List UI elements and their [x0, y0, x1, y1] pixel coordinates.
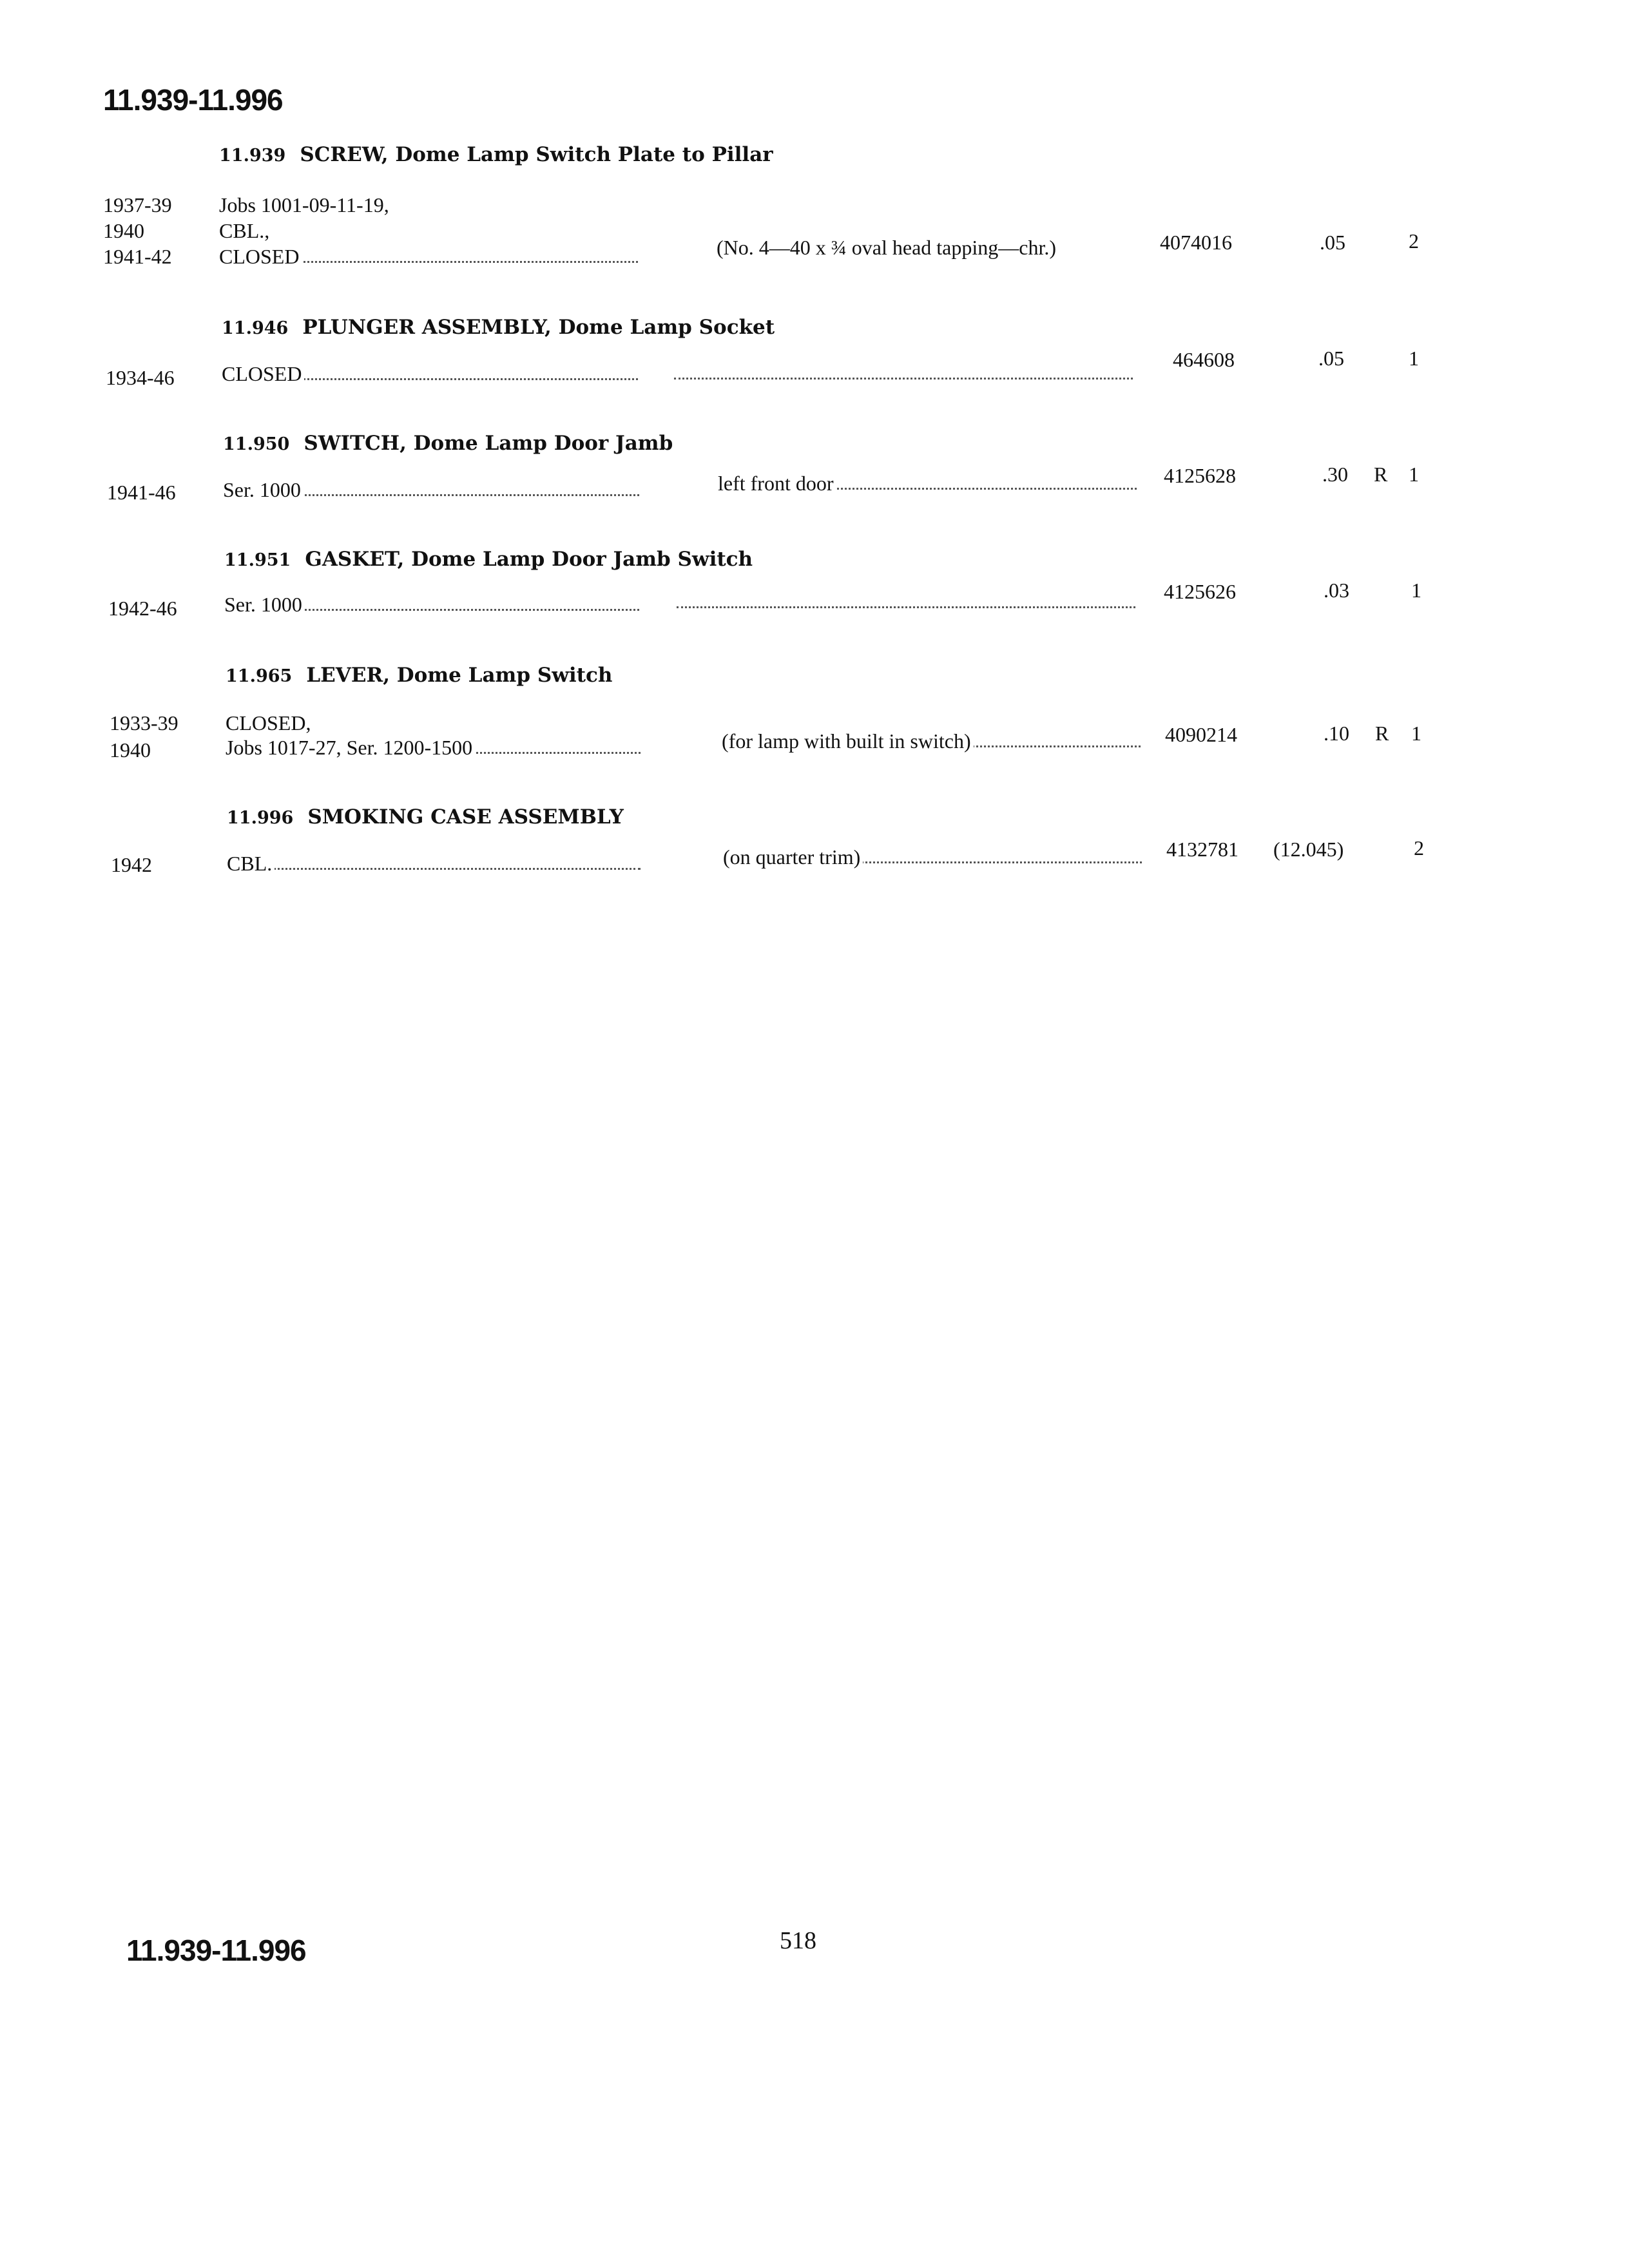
entry-part-number: 464608	[1173, 348, 1235, 371]
entry-year: 1934-46	[106, 366, 175, 389]
entry-year: 1942-46	[108, 597, 177, 620]
entry-part-number: 4132781	[1166, 838, 1239, 861]
entry-title: LEVER, Dome Lamp Switch	[306, 664, 613, 687]
entry-year: 1941-46	[107, 481, 176, 504]
entry-heading	[227, 805, 624, 829]
entry-part-number: 4090214	[1165, 723, 1237, 746]
entry-quantity: 1	[1409, 463, 1419, 486]
entry-code: 11.939	[219, 146, 286, 166]
entry-body-style: CLOSED	[222, 362, 638, 385]
entry-title: GASKET, Dome Lamp Door Jamb Switch	[305, 548, 753, 571]
entry-part-number: 4125628	[1164, 464, 1236, 487]
entry-year: 1933-39	[110, 711, 178, 735]
entry-price: .05	[1320, 231, 1345, 254]
entry-heading	[219, 143, 773, 166]
entry-price: .03	[1324, 579, 1349, 602]
entry-title: PLUNGER ASSEMBLY, Dome Lamp Socket	[302, 316, 775, 339]
entry-description: (on quarter trim)	[723, 845, 1142, 869]
entry-description: (No. 4—40 x ¾ oval head tapping—chr.)	[717, 236, 1056, 259]
entry-quantity: 2	[1409, 229, 1419, 253]
entry-year: 1941-42	[103, 245, 172, 268]
entry-body-style: CLOSED,	[226, 711, 311, 735]
entry-body-style: Jobs 1017-27, Ser. 1200-1500	[226, 736, 641, 759]
entry-heading	[224, 548, 753, 571]
entry-year: 1942	[111, 853, 152, 876]
entry-flag: R	[1374, 463, 1388, 486]
entry-part-number: 4074016	[1160, 231, 1232, 254]
entry-heading	[222, 316, 775, 339]
entry-title: SWITCH, Dome Lamp Door Jamb	[304, 432, 673, 455]
entry-year: 1940	[103, 219, 144, 242]
entry-description: (for lamp with built in switch)	[722, 729, 1141, 753]
page-range-header: 11.939-11.996	[103, 83, 283, 117]
footer-range: 11.939-11.996	[126, 1934, 306, 1967]
entry-body-style: Ser. 1000	[223, 478, 639, 501]
entry-code: 11.946	[222, 318, 289, 338]
entry-price: .30	[1322, 463, 1348, 486]
dot-leader	[677, 583, 1135, 608]
entry-code: 11.965	[226, 666, 293, 686]
entry-price: .10	[1324, 722, 1349, 745]
entry-code: 11.996	[227, 808, 294, 828]
entry-description: left front door	[718, 472, 1137, 495]
entry-code: 11.951	[224, 550, 291, 570]
entry-body-style: Jobs 1001-09-11-19,	[219, 193, 389, 216]
entry-body-style: CBL.,	[219, 219, 270, 242]
entry-body-style: Ser. 1000	[224, 593, 639, 616]
entry-title: SMOKING CASE ASSEMBLY	[307, 805, 624, 829]
entry-body-style: CLOSED	[219, 245, 638, 268]
dot-leader	[227, 868, 641, 870]
entry-quantity: 1	[1411, 579, 1422, 602]
entry-quantity: 1	[1409, 347, 1419, 370]
entry-heading	[223, 432, 673, 455]
entry-quantity: 1	[1411, 722, 1422, 745]
entry-year: 1937-39	[103, 193, 172, 216]
entry-part-number: 4125626	[1164, 580, 1236, 603]
page-number: 518	[780, 1927, 816, 1954]
dot-leader	[674, 354, 1133, 380]
entry-quantity: 2	[1414, 836, 1424, 860]
entry-heading	[226, 664, 612, 687]
entry-code: 11.950	[223, 434, 290, 454]
entry-body-style: CBL.	[227, 852, 641, 875]
entry-price: (12.045)	[1273, 838, 1344, 861]
entry-year: 1940	[110, 738, 151, 762]
entry-price: .05	[1318, 347, 1344, 370]
entry-flag: R	[1375, 722, 1389, 745]
entry-title: SCREW, Dome Lamp Switch Plate to Pillar	[300, 143, 773, 166]
